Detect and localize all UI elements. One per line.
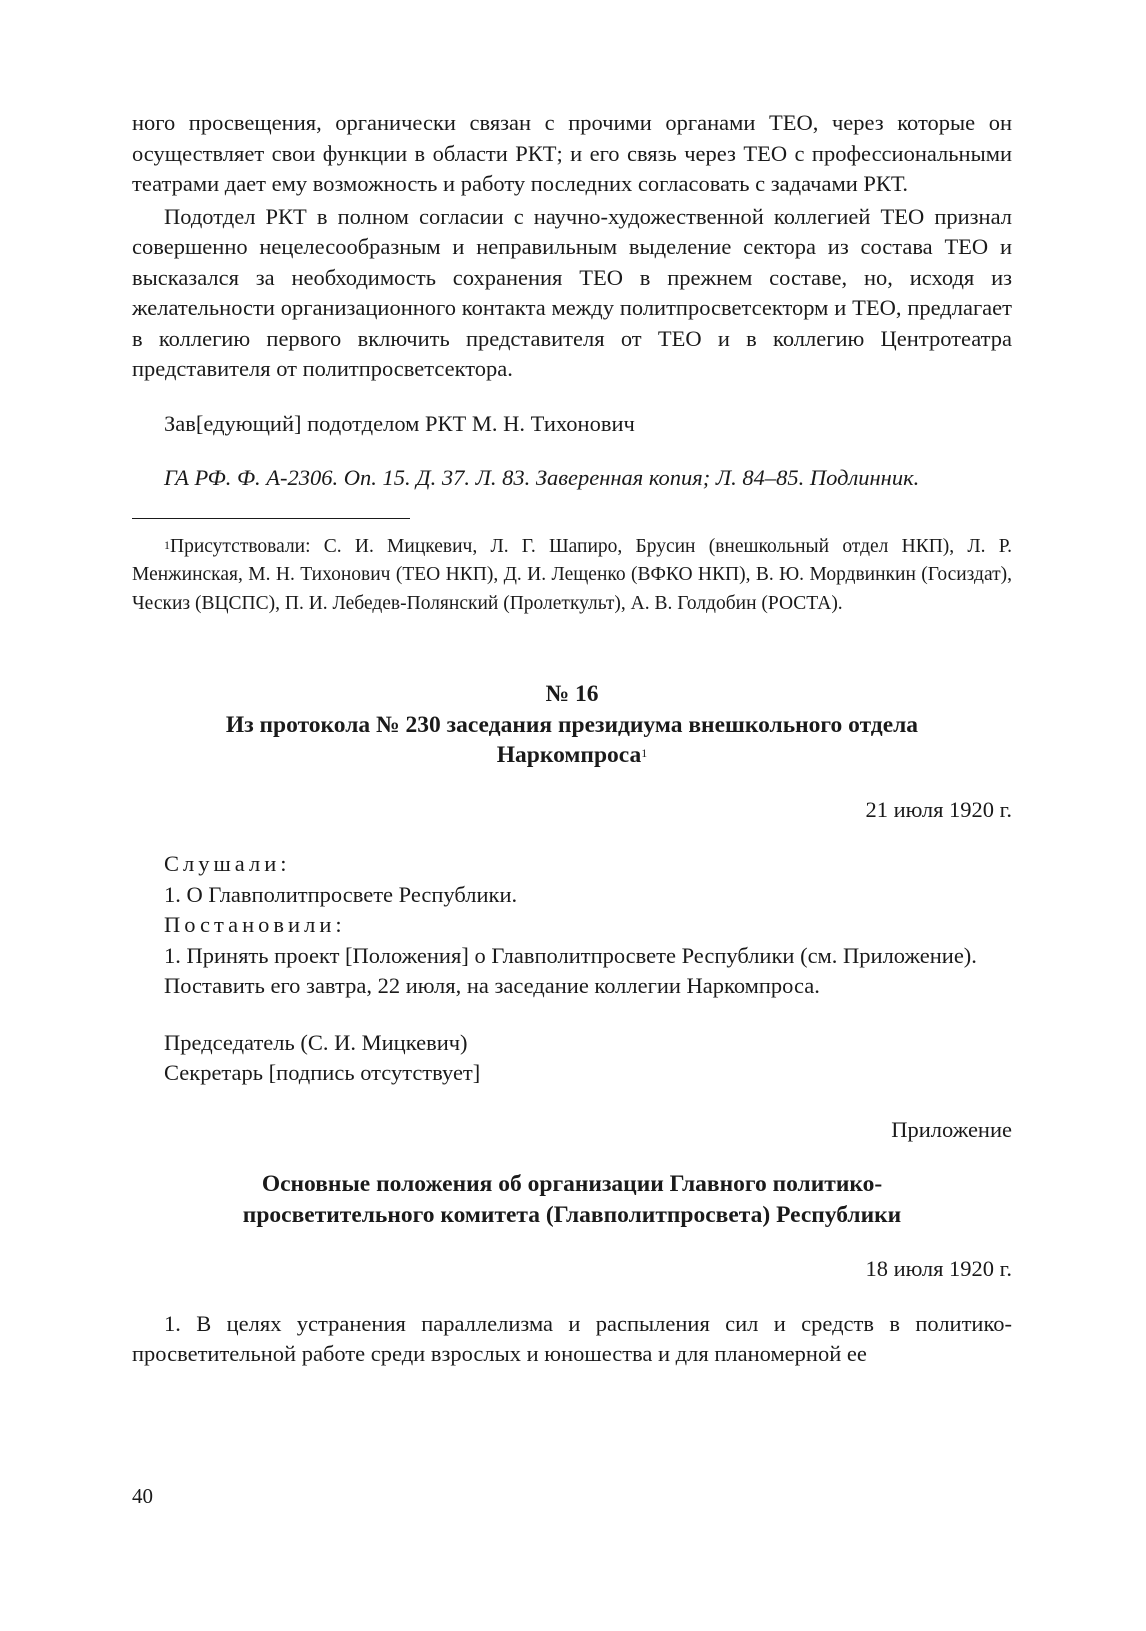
document-title-footnote-marker: 1 (641, 746, 648, 760)
secretary-signature: Секретарь [подпись отсутствует] (164, 1060, 481, 1085)
appendix-title-line-1: Основные положения об организации Главного политико- (261, 1171, 883, 1197)
intro-paragraph-2: Подотдел РКТ в полном согласии с научно-художественной коллегией ТЕО признал совершенно нецелесообразным и неправильным выделение сектора из состава ТЕО и высказался за необходимость сохранения ТЕО в прежнем составе, но, исходя из желательности организационного контакта между политпросветсекторм и ТЕО, предлагает в коллегию первого включить представителя от ТЕО и в коллегию Центротеатра представителя от политпросветсектора. (132, 203, 1012, 381)
heard-label: Слушали: (164, 851, 291, 876)
appendix-paragraph-1: 1. В целях устранения параллелизма и распыления сил и средств в политико-просветительной работе среди взрослых и юношества и для планомерной ее (132, 1310, 1012, 1366)
document-title-text: Наркомпроса (496, 742, 642, 768)
footnote-divider (132, 518, 410, 519)
resolved-item: 1. Принять проект [Положения] о Главполитпросвете Республики (см. Приложение). (164, 942, 977, 968)
archival-source: ГА РФ. Ф. А-2306. Оп. 15. Д. 37. Л. 83. Заверенная копия; Л. 84–85. Подлинник. (164, 465, 920, 490)
footnote-marker: 1 (164, 537, 170, 552)
chairman-signature: Председатель (С. И. Мицкевич) (164, 1029, 468, 1055)
resolved-extra: Поставить его завтра, 22 июля, на заседание коллегии Наркомпроса. (164, 973, 820, 998)
resolved-label: Постановили: (164, 912, 346, 937)
intro-signature: Зав[едующий] подотделом РКТ М. Н. Тихонович (164, 410, 635, 436)
footnote (132, 533, 1012, 619)
intro-paragraph-1: ного просвещения, органически связан с прочими органами ТЕО, через которые он осуществляет свои функции в области РКТ; и его связь через ТЕО с профессиональными театрами дает ему возможность и работу последних согласовать с задачами РКТ. (132, 110, 1012, 196)
document-date: 21 июля 1920 г. (865, 796, 1012, 822)
page-number: 40 (132, 1484, 153, 1508)
appendix-title-line-2: просветительного комитета (Главполитпросвета) Республики (242, 1201, 902, 1228)
appendix-label: Приложение (891, 1116, 1012, 1142)
page-content (132, 108, 1012, 1370)
appendix-date: 18 июля 1920 г. (865, 1256, 1012, 1281)
document-number: № 16 (545, 681, 599, 707)
document-title-line-2 (132, 740, 1012, 771)
footnote-text: Присутствовали: С. И. Мицкевич, Л. Г. Шапиро, Брусин (внешкольный отдел НКП), Л. Р. Менжинская, М. Н. Тихонович (ТЕО НКП), Д. И. Лещенко (ВФКО НКП), В. Ю. Мордвинкин (Госиздат), Ческиз (ВЦСПС), П. И. Лебедев-Полянский (Пролеткульт), А. В. Голдобин (РОСТА). (132, 535, 1012, 614)
heard-item: 1. О Главполитпросвете Республики. (164, 881, 518, 907)
document-title-line-1: Из протокола № 230 заседания президиума внешкольного отдела (225, 711, 919, 738)
